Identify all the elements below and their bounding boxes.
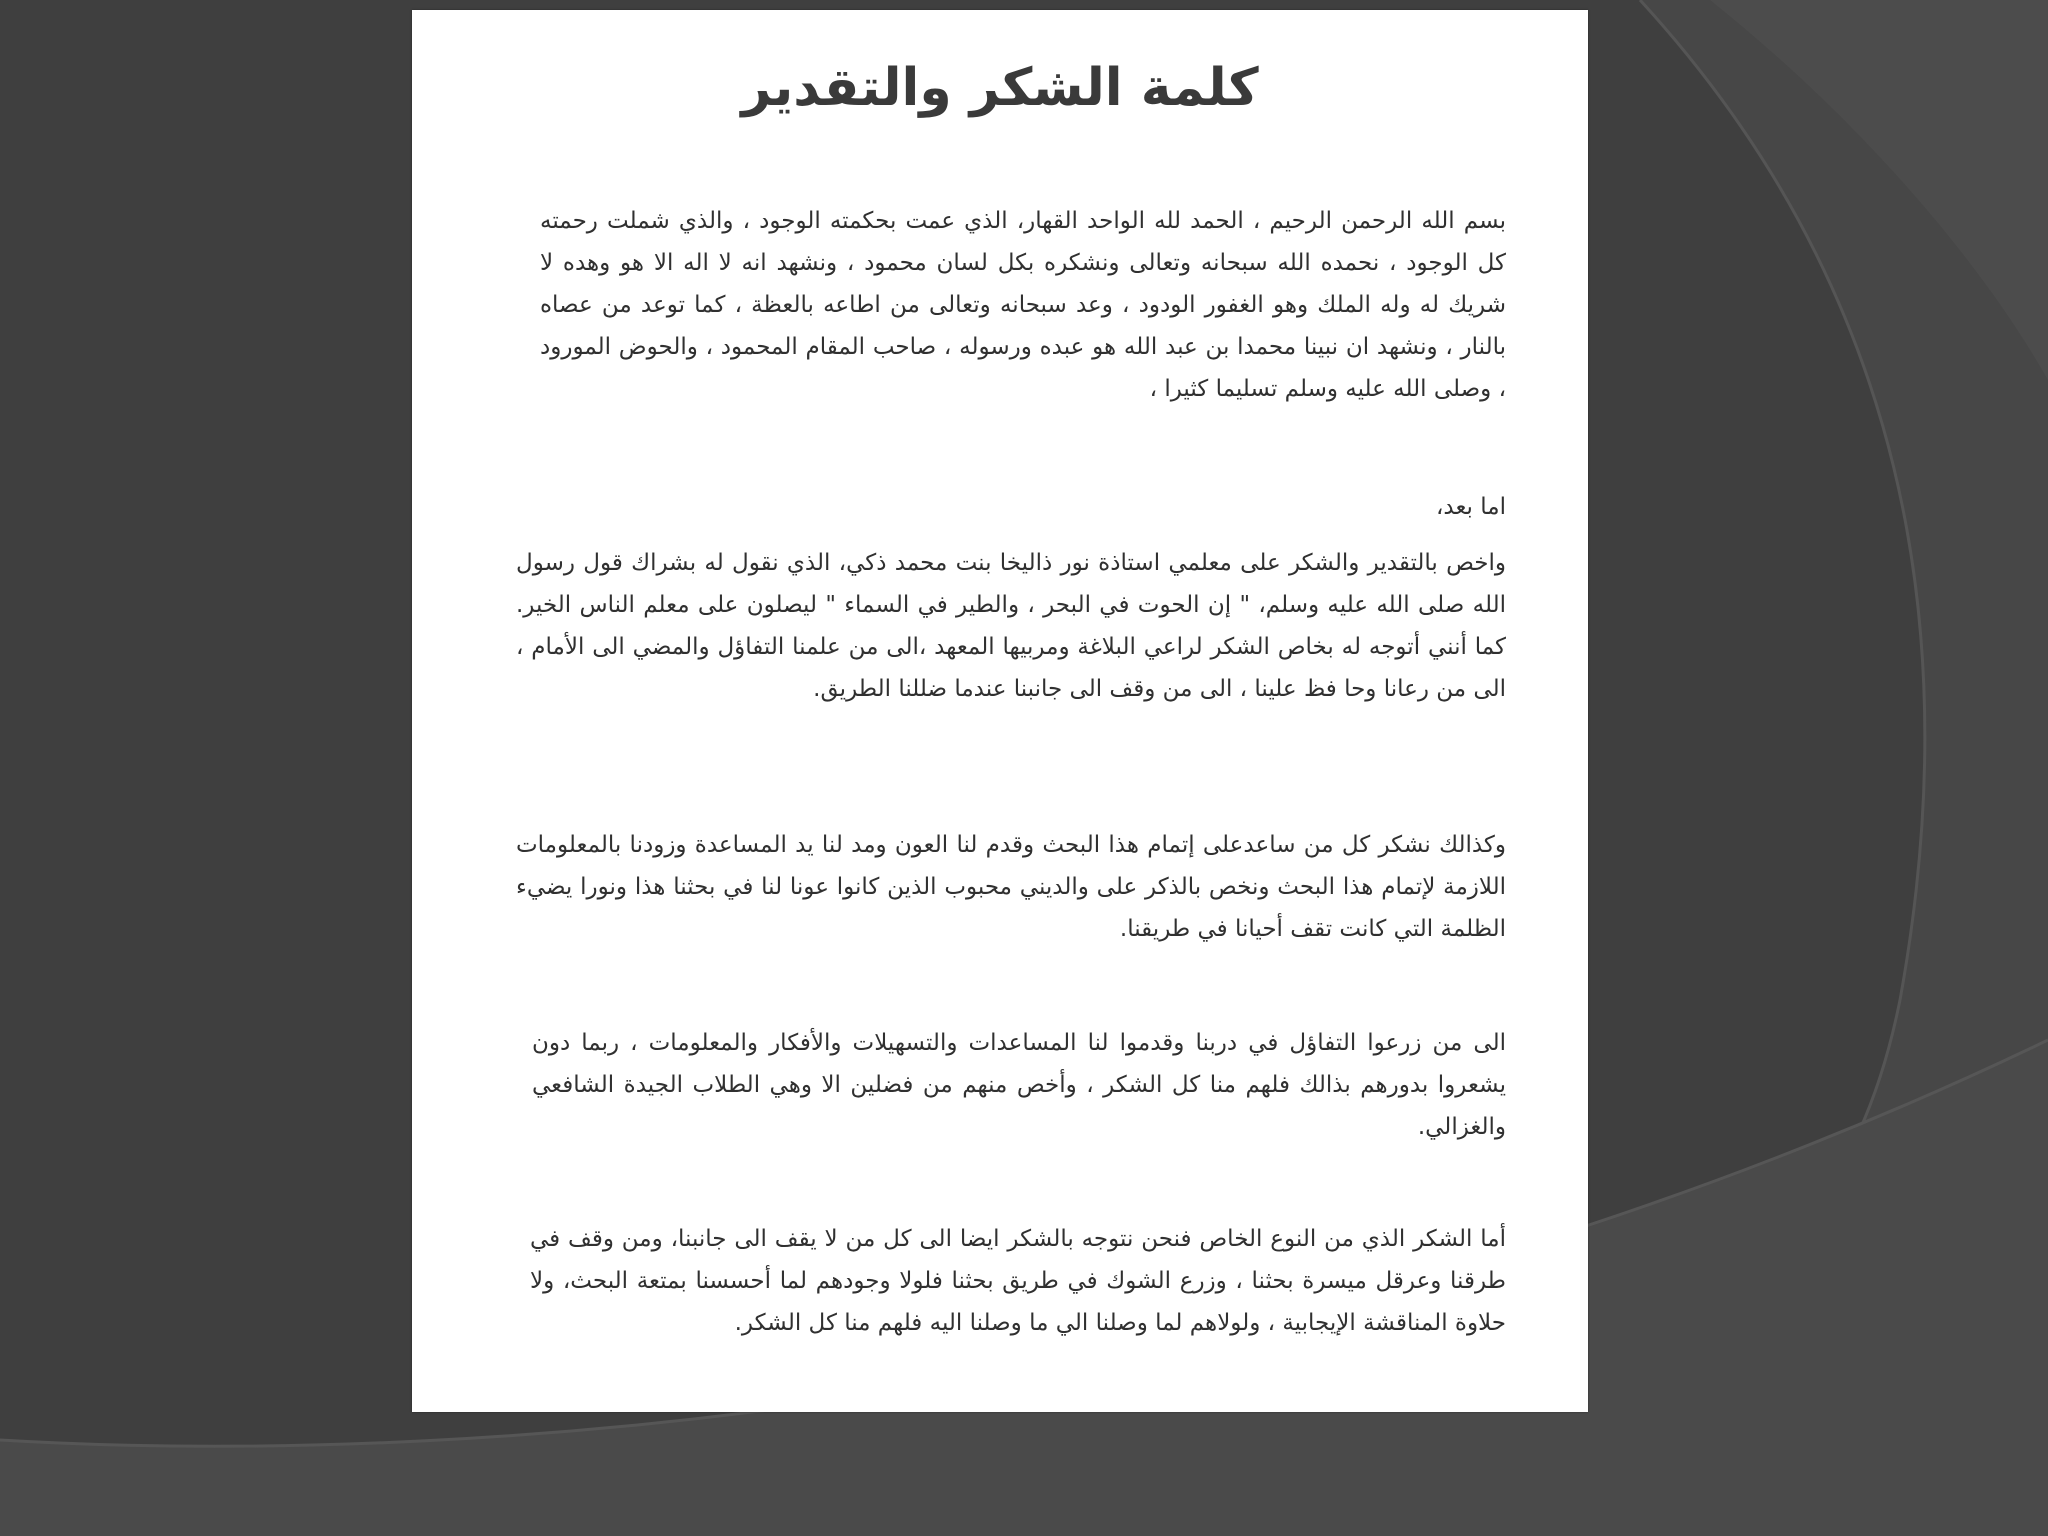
paragraph-amma-baad: اما بعد، xyxy=(1435,494,1506,520)
document-title: كلمة الشكر والتقدير xyxy=(741,58,1259,118)
paragraph-special-thanks: أما الشكر الذي من النوع الخاص فنحن نتوجه بالشكر ايضا الى كل من لا يقف الى جانبنا، ومن وقف في طرقنا وعرقل ميسرة بحثنا ، وزرع الشوك في طريق بحثنا فلولا وجودهم لما أحسسنا بمتعة البحث، ولا حلاوة المناقشة الإيجابية ، ولولاهم لما وصلنا الي ما وصلنا اليه فلهم منا كل الشكر. xyxy=(530,1226,1506,1336)
paragraph-helpers-thanks: وكذالك نشكر كل من ساعدعلى إتمام هذا البحث وقدم لنا العون ومد لنا يد المساعدة وزودنا بالمعلومات اللازمة لإتمام هذا البحث ونخص بالذكر على والديني محبوب الذين كانوا عونا لنا في بحثنا هذا ونورا يضيء الظلمة التي كانت تقف أحيانا في طريقنا. xyxy=(516,832,1506,942)
paragraph-opening: بسم الله الرحمن الرحيم ، الحمد لله الواحد القهار، الذي عمت بحكمته الوجود ، والذي شملت رحمته كل الوجود ، نحمده الله سبحانه وتعالى ونشكره بكل لسان محمود ، ونشهد انه لا اله الا هو وهده لا شريك له وله الملك وهو الغفور الودود ، وعد سبحانه وتعالى من اطاعه بالعظة ، كما توعد من عصاه بالنار ، ونشهد ان نبينا محمدا بن عبد الله هو عبده ورسوله ، صاحب المقام المحمود ، والحوض المورود ، وصلى الله عليه وسلم تسليما كثيرا ، xyxy=(540,208,1506,402)
paragraph-optimism-thanks: الى من زرعوا التفاؤل في دربنا وقدموا لنا المساعدات والتسهيلات والأفكار والمعلومات ، ربما دون يشعروا بدورهم بذالك فلهم منا كل الشكر ، وأخص منهم من فضلين الا وهي الطلاب الجيدة الشافعي والغزالي. xyxy=(532,1030,1506,1140)
paragraph-teacher-thanks: واخص بالتقدير والشكر على معلمي استاذة نور ذاليخا بنت محمد ذكي، الذي نقول له بشراك قول رسول الله صلى الله عليه وسلم، " إن الحوت في البحر ، والطير في السماء " ليصلون على معلم الناس الخير. كما أنني أتوجه له بخاص الشكر لراعي البلاغة ومربيها المعهد ،الى من علمنا التفاؤل والمضي الى الأمام ، الى من رعانا وحا فظ علينا ، الى من وقف الى جانبنا عندما ضللنا الطريق. xyxy=(516,550,1506,702)
document-page xyxy=(412,10,1588,1412)
